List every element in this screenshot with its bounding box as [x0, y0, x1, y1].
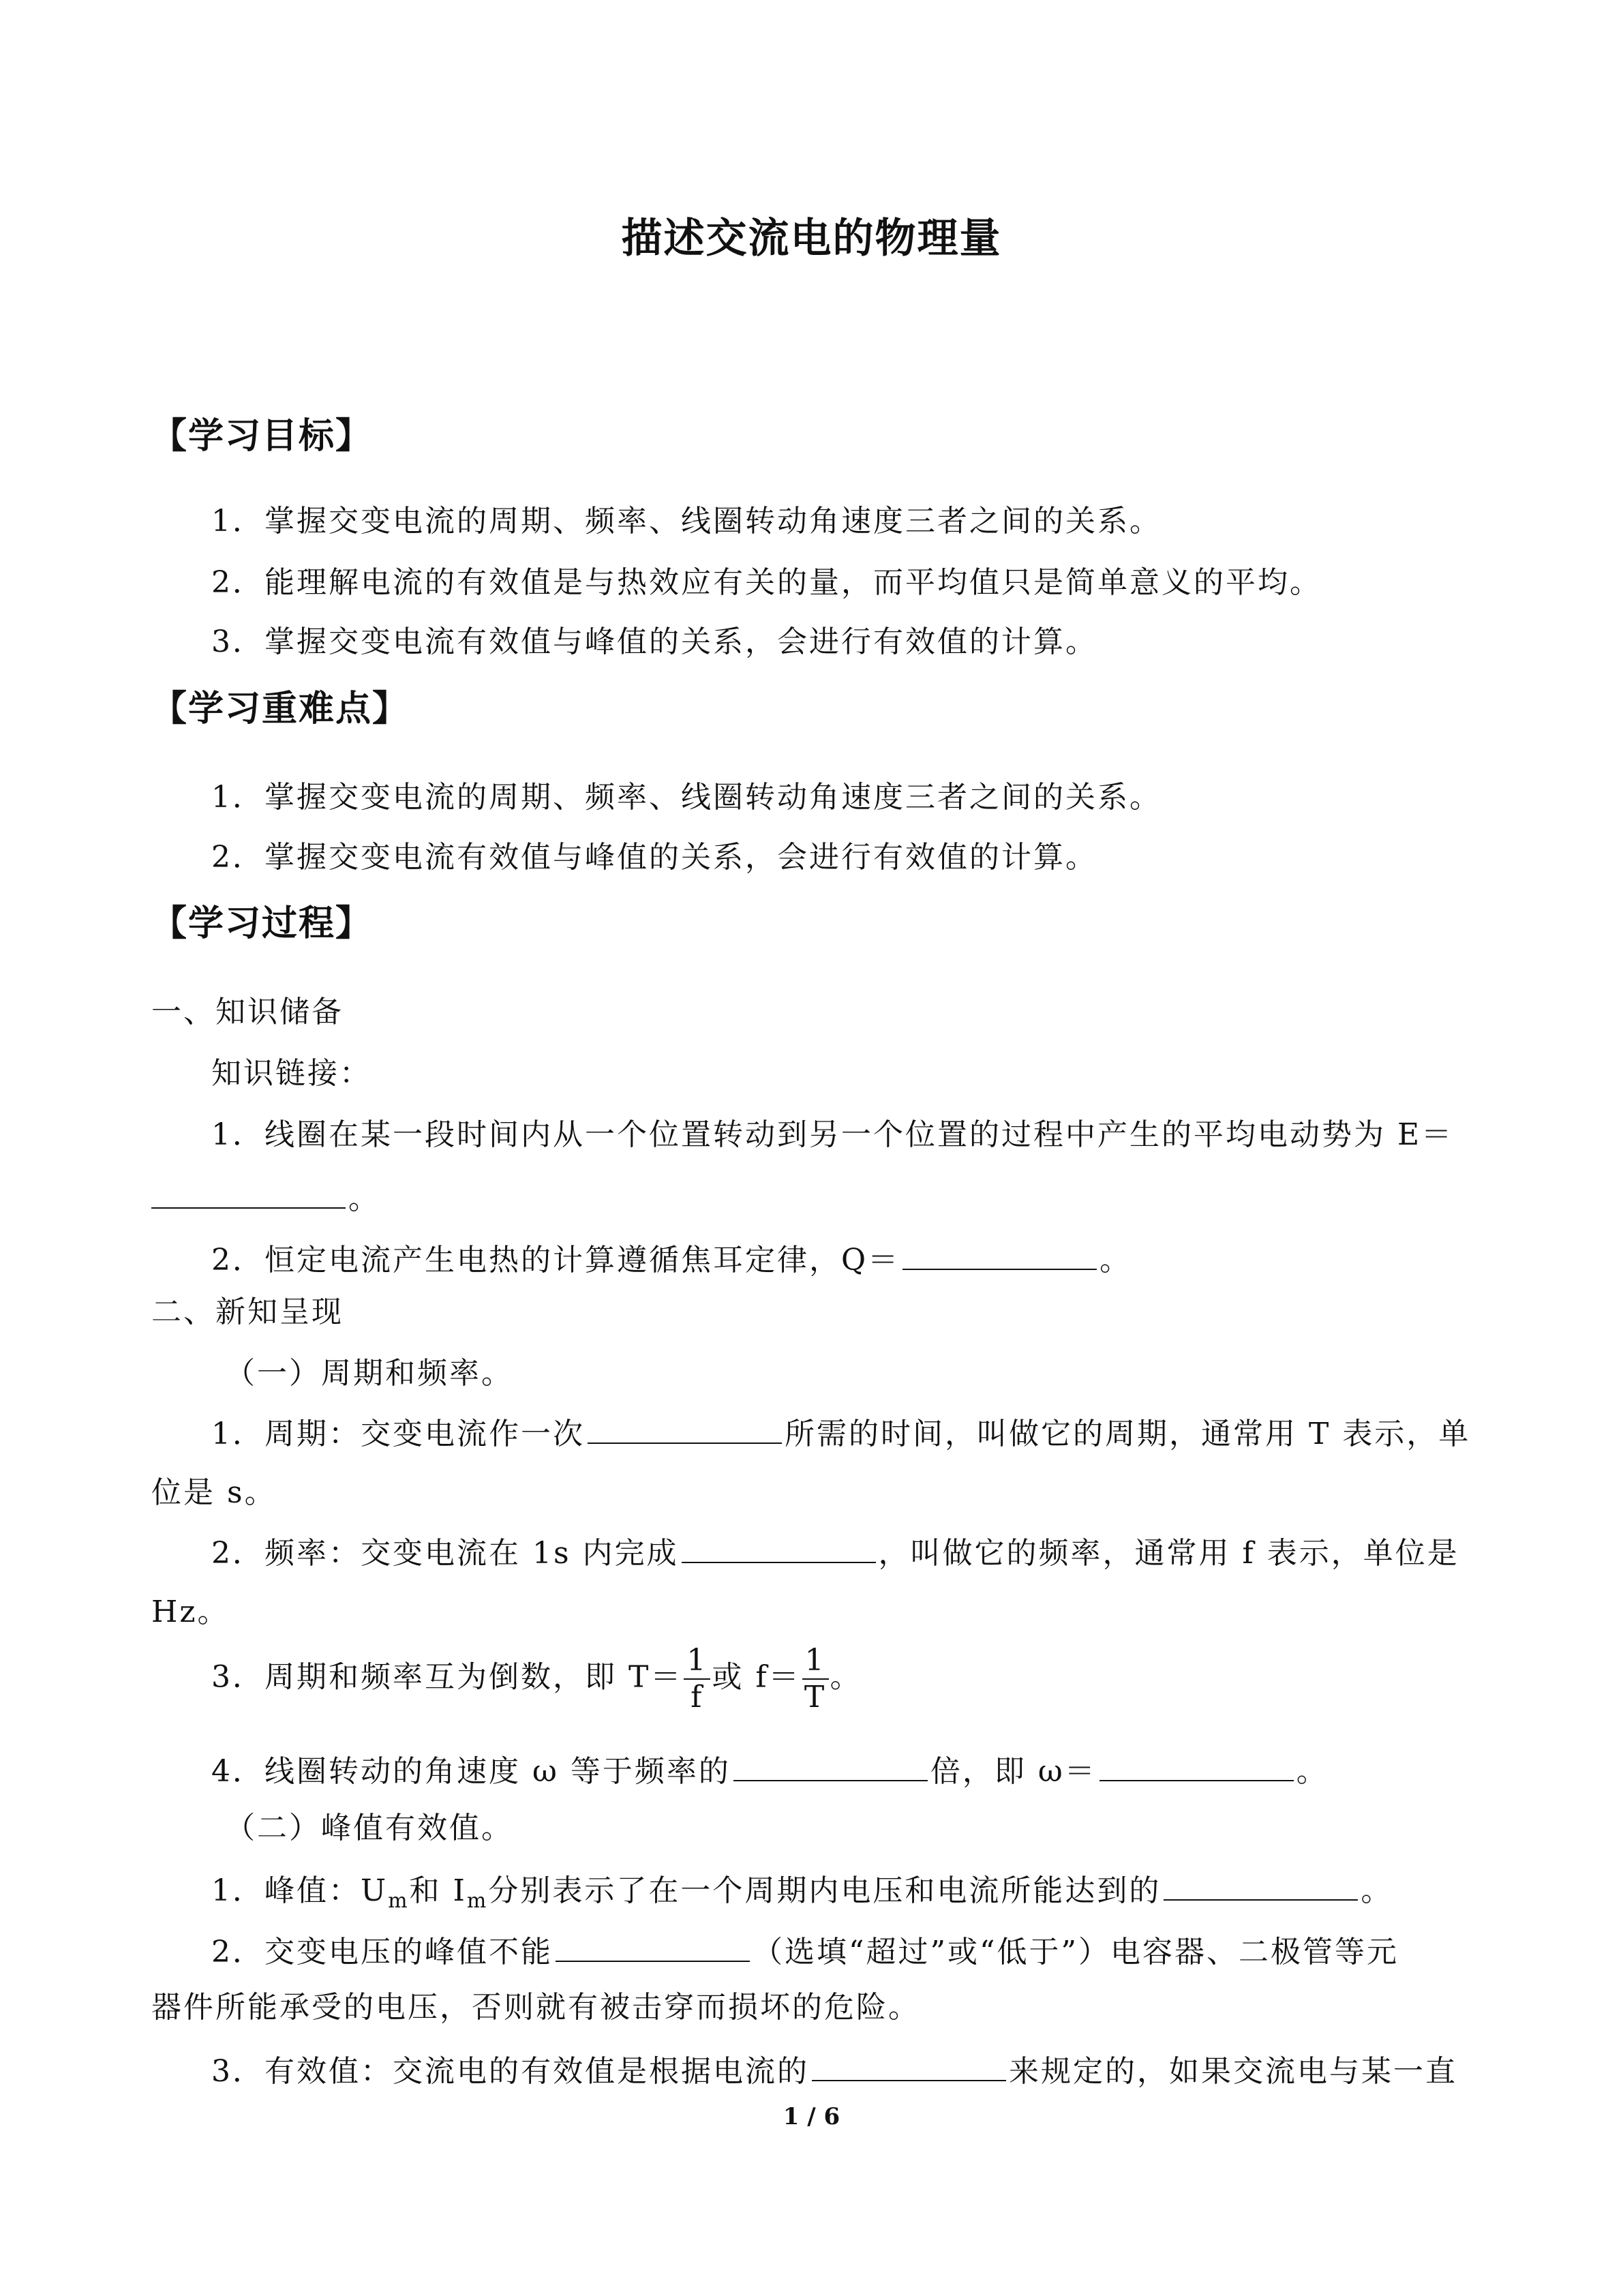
question-text: 2．交变电压的峰值不能 — [211, 1935, 553, 1969]
part-title: 二、新知呈现 — [151, 1295, 344, 1329]
fraction — [684, 1643, 710, 1715]
goal-item: 1．掌握交变电流的周期、频率、线圈转动角速度三者之间的关系。 — [211, 504, 1162, 539]
question-line — [211, 1115, 1453, 1155]
answer-blank[interactable] — [1099, 1749, 1294, 1781]
question-text: 和 I — [409, 1873, 467, 1908]
question-text: 或 f＝ — [712, 1659, 801, 1695]
question-line — [211, 1929, 1399, 1973]
question-text: 所需的时间，叫做它的周期，通常用 T 表示，单 — [785, 1417, 1471, 1451]
link-label: 知识链接： — [211, 1056, 371, 1091]
question-text: 2．恒定电流产生电热的计算遵循焦耳定律，Q＝ — [211, 1243, 900, 1278]
answer-blank[interactable] — [733, 1749, 928, 1781]
question-text: 1．线圈在某一段时间内从一个位置转动到另一个位置的过程中产生的平均电动势为 E＝ — [211, 1117, 1454, 1152]
key-point-item: 2．掌握交变电流有效值与峰值的关系，会进行有效值的计算。 — [211, 840, 1097, 875]
fraction-numerator: 1 — [684, 1643, 710, 1680]
question-text: 分别表示了在一个周期内电压和电流所能达到的 — [488, 1873, 1162, 1908]
question-line: 器件所能承受的电压，否则就有被击穿而损坏的危险。 — [151, 1990, 920, 2025]
formula-line — [211, 1643, 862, 1715]
subscript: m — [466, 1888, 489, 1913]
answer-blank[interactable] — [902, 1237, 1097, 1270]
question-line — [211, 1749, 1329, 1792]
subsection-title: （一）周期和频率。 — [225, 1356, 513, 1391]
fraction-denominator: f — [691, 1680, 704, 1715]
question-text: 2．频率：交变电流在 1s 内完成 — [211, 1536, 679, 1571]
question-line — [211, 1530, 1459, 1574]
question-text: （选填“超过”或“低于”）电容器、二极管等元 — [753, 1935, 1399, 1969]
question-line — [211, 1868, 1393, 1912]
key-point-item: 1．掌握交变电流的周期、频率、线圈转动角速度三者之间的关系。 — [211, 780, 1162, 815]
question-text: 。 — [830, 1659, 862, 1695]
goal-item: 2．能理解电流的有效值是与热效应有关的量，而平均值只是简单意义的平均。 — [211, 565, 1322, 600]
question-text: 1．峰值：U — [211, 1873, 389, 1908]
fraction-numerator: 1 — [802, 1643, 829, 1680]
page-number: 1 / 6 — [783, 2103, 840, 2130]
question-line: Hz。 — [151, 1595, 230, 1629]
section-heading-goals: 【学习目标】 — [151, 416, 373, 457]
question-line — [151, 1176, 380, 1220]
question-line: 位是 s。 — [151, 1475, 277, 1510]
answer-blank[interactable] — [1164, 1868, 1358, 1901]
question-text: 3．有效值：交流电的有效值是根据电流的 — [211, 2054, 809, 2089]
question-text: 来规定的，如果交流电与某一直 — [1009, 2054, 1457, 2089]
answer-blank[interactable] — [151, 1176, 346, 1209]
section-heading-key-points: 【学习重难点】 — [151, 689, 410, 729]
question-text: ，叫做它的频率，通常用 f 表示，单位是 — [878, 1536, 1459, 1571]
question-line — [211, 2049, 1457, 2092]
question-text: 倍，即 ω＝ — [930, 1754, 1097, 1789]
section-heading-process: 【学习过程】 — [151, 903, 373, 944]
answer-blank[interactable] — [682, 1530, 876, 1563]
answer-blank[interactable] — [588, 1411, 782, 1444]
goal-item: 3．掌握交变电流有效值与峰值的关系，会进行有效值的计算。 — [211, 624, 1097, 659]
part-title: 一、知识储备 — [151, 995, 344, 1029]
question-text: 。 — [1099, 1243, 1132, 1278]
question-line — [211, 1237, 1132, 1281]
page-title: 描述交流电的物理量 — [621, 215, 1002, 262]
fraction-denominator: T — [804, 1680, 827, 1715]
subsection-title: （二）峰值有效值。 — [225, 1811, 513, 1845]
question-text: 3．周期和频率互为倒数，即 T＝ — [211, 1659, 683, 1695]
question-text: 4．线圈转动的角速度 ω 等于频率的 — [211, 1754, 731, 1789]
question-text: 。 — [348, 1181, 380, 1216]
fraction — [802, 1643, 829, 1715]
answer-blank[interactable] — [812, 2049, 1006, 2081]
question-line — [211, 1411, 1470, 1455]
answer-blank[interactable] — [556, 1929, 750, 1962]
subscript: m — [388, 1888, 410, 1913]
question-text: 。 — [1361, 1873, 1393, 1908]
question-text: 1．周期：交变电流作一次 — [211, 1417, 585, 1451]
question-text: 。 — [1296, 1754, 1329, 1789]
